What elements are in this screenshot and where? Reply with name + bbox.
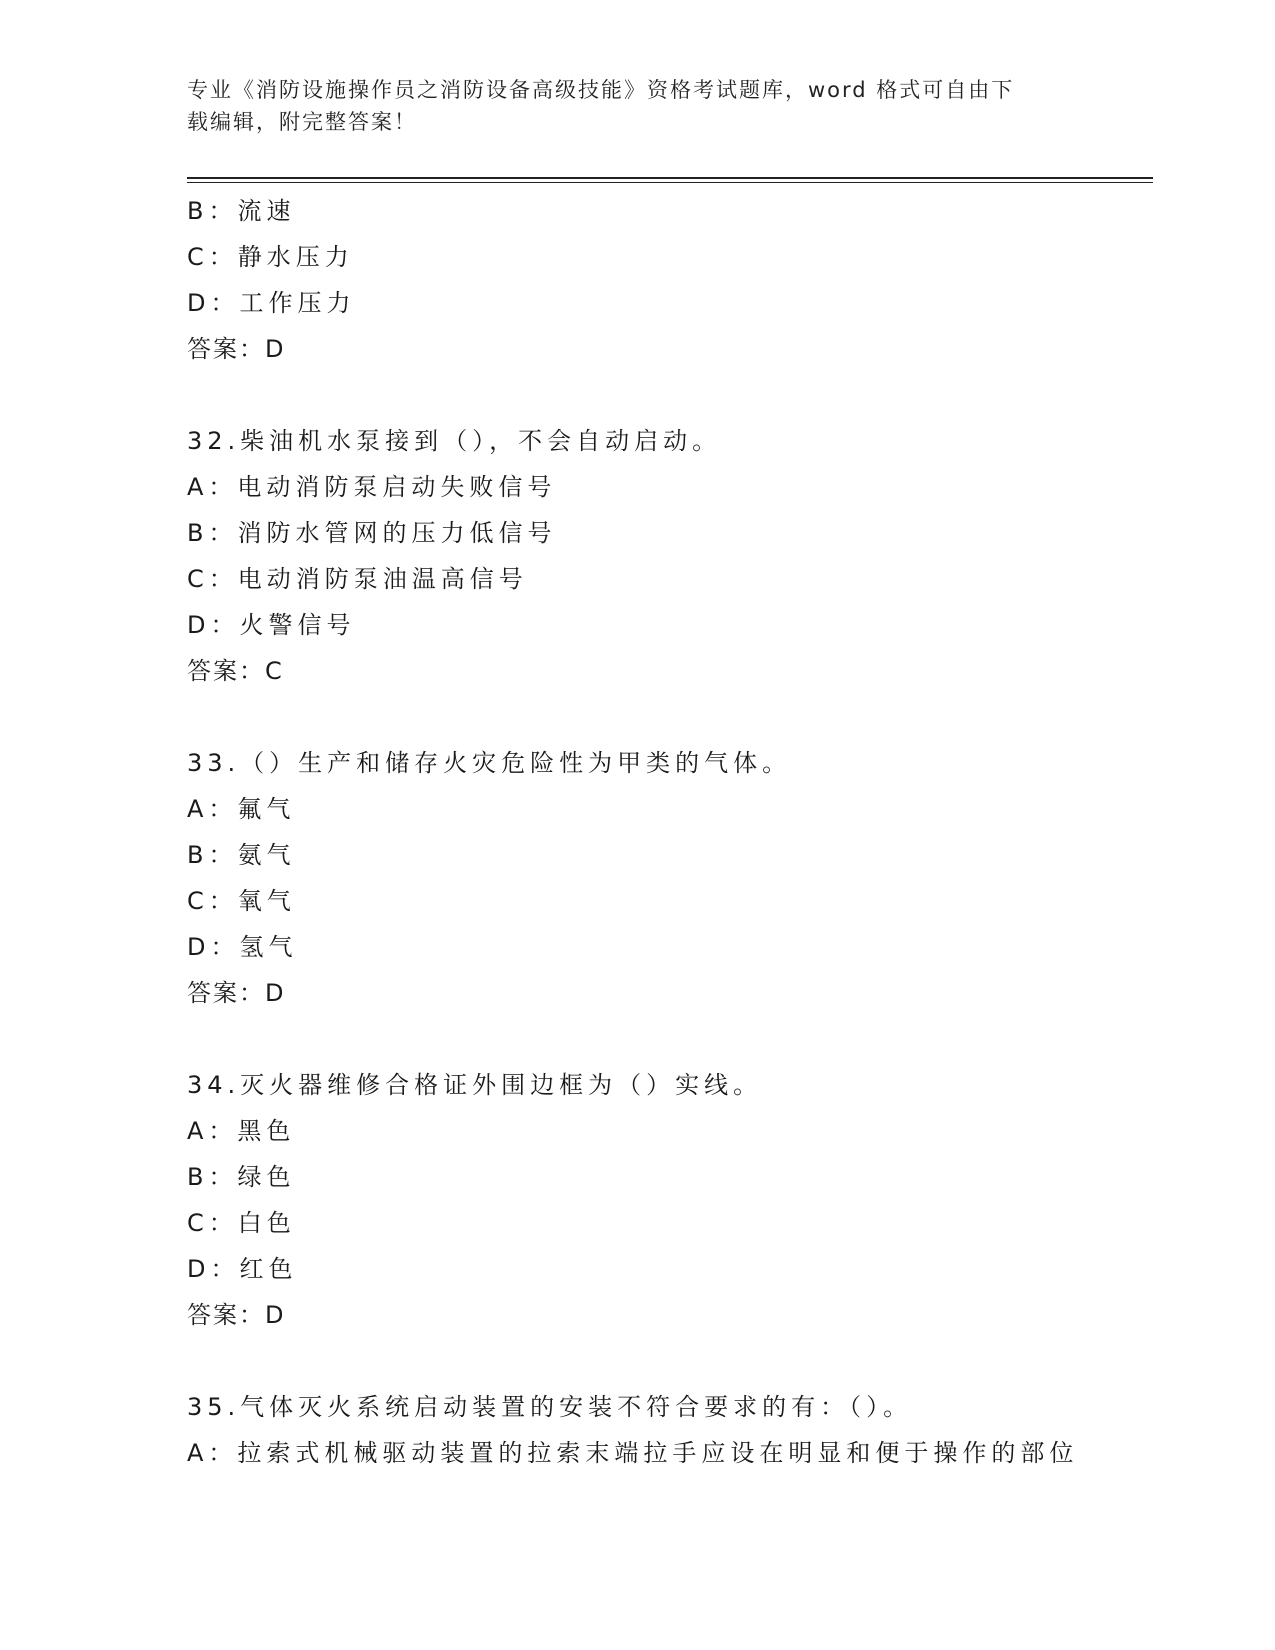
header-line-1: 专业《消防设施操作员之消防设备高级技能》资格考试题库，word 格式可自由下 bbox=[187, 78, 1015, 102]
document-header bbox=[187, 74, 1067, 138]
question-text: 33.（）生产和储存火灾危险性为甲类的气体。 bbox=[187, 749, 792, 777]
option-b: B：消防水管网的压力低信号 bbox=[187, 519, 557, 547]
answer: 答案：D bbox=[187, 979, 286, 1007]
option-a: A：拉索式机械驱动装置的拉索末端拉手应设在明显和便于操作的部位 bbox=[187, 1439, 1079, 1467]
option-b: B：氨气 bbox=[187, 841, 296, 869]
question-32 bbox=[187, 418, 1153, 694]
option-a: A：黑色 bbox=[187, 1117, 296, 1145]
question-text: 32.柴油机水泵接到（），不会自动启动。 bbox=[187, 427, 722, 455]
option-a: A：电动消防泵启动失败信号 bbox=[187, 473, 557, 501]
option-c: C：氧气 bbox=[187, 887, 296, 915]
question-list bbox=[187, 188, 1153, 1476]
option-a: A：氟气 bbox=[187, 795, 296, 823]
option-c: C：白色 bbox=[187, 1209, 296, 1237]
option-d: D：工作压力 bbox=[187, 289, 356, 317]
option-d: D：火警信号 bbox=[187, 611, 356, 639]
question-text: 35.气体灭火系统启动装置的安装不符合要求的有：（）。 bbox=[187, 1393, 913, 1421]
option-c: C：电动消防泵油温高信号 bbox=[187, 565, 528, 593]
option-d: D：红色 bbox=[187, 1255, 298, 1283]
answer: 答案：C bbox=[187, 657, 284, 685]
option-d: D：氢气 bbox=[187, 933, 298, 961]
option-b: B：绿色 bbox=[187, 1163, 296, 1191]
question-35 bbox=[187, 1384, 1153, 1476]
answer: 答案：D bbox=[187, 335, 286, 363]
option-c: C：静水压力 bbox=[187, 243, 354, 271]
option-b: B：流速 bbox=[187, 197, 296, 225]
header-line-2: 载编辑，附完整答案！ bbox=[187, 110, 417, 134]
header-divider-thin bbox=[187, 182, 1153, 183]
question-34 bbox=[187, 1062, 1153, 1338]
question-fragment bbox=[187, 188, 1153, 372]
question-text: 34.灭火器维修合格证外围边框为（）实线。 bbox=[187, 1071, 763, 1099]
header-divider-thick bbox=[187, 177, 1153, 179]
answer: 答案：D bbox=[187, 1301, 286, 1329]
question-33 bbox=[187, 740, 1153, 1016]
